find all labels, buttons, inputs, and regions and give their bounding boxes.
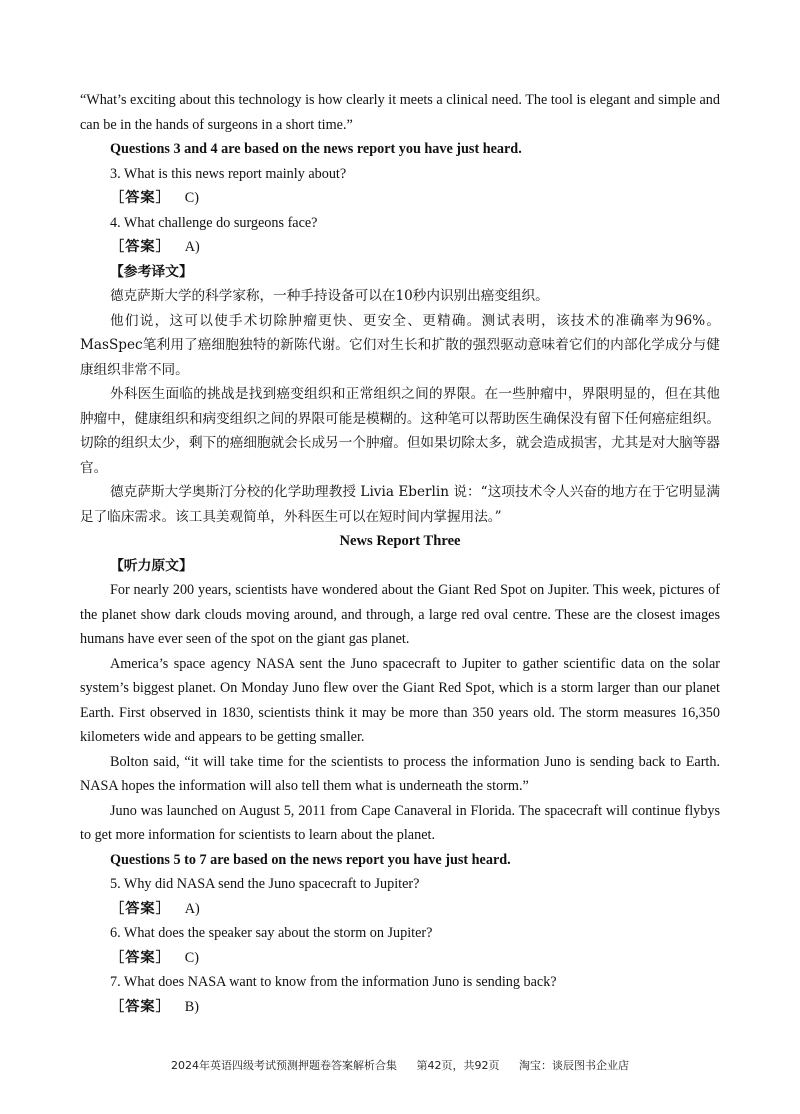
answer-value: C) xyxy=(184,949,199,966)
transcript-label: 【听力原文】 xyxy=(110,557,193,574)
answer-6 xyxy=(80,946,720,971)
question-4: 4. What challenge do surgeons face? xyxy=(110,214,318,231)
answer-value: C) xyxy=(184,190,199,206)
translation-paragraph: 德克萨斯大学的科学家称，一种手持设备可以在10秒内识别出癌变组织。 xyxy=(110,288,549,304)
questions-5-7-heading: Questions 5 to 7 are based on the news report you have just heard. xyxy=(110,851,511,868)
question-7: 7. What does NASA want to know from the information Juno is sending back? xyxy=(110,974,557,990)
answer-5 xyxy=(80,897,720,922)
question-6: 6. What does the speaker say about the storm on Jupiter? xyxy=(110,925,433,941)
question-3: 3. What is this news report mainly about? xyxy=(110,165,347,182)
footer-book-title: 2024年英语四级考试预测押题卷答案解析合集 xyxy=(171,1059,397,1072)
answer-7 xyxy=(80,995,720,1020)
questions-3-4-heading: Questions 3 and 4 are based on the news report you have just heard. xyxy=(110,141,522,157)
quote-paragraph: “What’s exciting about this technology is how clearly it meets a clinical need. The tool is elegant and simple and can be in the hands of surgeons in a short time.” xyxy=(80,92,720,133)
answer-label: ［答案］ xyxy=(110,900,171,917)
translation-paragraph: 外科医生面临的挑战是找到癌变组织和正常组织之间的界限。在一些肿瘤中，界限明显的，但在其他肿瘤中，健康组织和病变组织之间的界限可能是模糊的。这种笔可以帮助医生确保没有留下任何癌症组织。切除的组织太少，剩下的癌细胞就会长成另一个肿瘤。但如果切除太多，就会造成损害，尤其是对大脑等器官。 xyxy=(80,386,720,476)
answer-4 xyxy=(80,235,720,260)
answer-value: A) xyxy=(184,239,200,255)
document-body xyxy=(80,88,720,1019)
footer-page-number: 第42页，共92页 xyxy=(416,1059,500,1072)
transcript-paragraph: America’s space agency NASA sent the Juno spacecraft to Jupiter to gather scientific data on the solar system’s biggest planet. On Monday Juno flew over the Giant Red Spot, which is a storm larger than our planet Earth. First observed in 1830, scientists think it may be more than 350 years old. The storm measures 16,350 kilometers wide and appears to be getting smaller. xyxy=(80,655,720,745)
answer-value: A) xyxy=(184,900,200,917)
answer-label: ［答案］ xyxy=(110,190,171,206)
translation-paragraph: 他们说，这可以使手术切除肿瘤更快、更安全、更精确。测试表明，该技术的准确率为96%。MasSpec笔利用了癌细胞独特的新陈代谢。它们对生长和扩散的强烈驱动意味着它们的内部化学成分与健康组织非常不同。 xyxy=(80,312,720,378)
transcript-paragraph: Bolton said, “it will take time for the scientists to process the information Juno is sending back to Earth. NASA hopes the information will also tell them what is underneath the storm.” xyxy=(80,753,720,794)
answer-value: B) xyxy=(184,998,199,1015)
translation-paragraph: 德克萨斯大学奥斯汀分校的化学助理教授 Livia Eberlin 说：“这项技术令人兴奋的地方在于它明显满足了临床需求。该工具美观简单，外科医生可以在短时间内掌握用法。” xyxy=(80,484,720,525)
transcript-paragraph: For nearly 200 years, scientists have wondered about the Giant Red Spot on Jupiter. This week, pictures of the planet show dark clouds moving around, and through, a large red oval centre. These are the closest images humans have ever seen of the spot on the giant gas planet. xyxy=(80,582,720,647)
answer-label: ［答案］ xyxy=(110,949,171,966)
footer-shop: 淘宝：谈辰图书企业店 xyxy=(519,1059,629,1072)
answer-label: ［答案］ xyxy=(110,998,171,1015)
news-report-three-title: News Report Three xyxy=(339,533,461,549)
question-5: 5. Why did NASA send the Juno spacecraft to Jupiter? xyxy=(110,876,420,892)
page-footer xyxy=(0,1057,800,1073)
answer-3 xyxy=(80,186,720,211)
transcript-paragraph: Juno was launched on August 5, 2011 from Cape Canaveral in Florida. The spacecraft will continue flybys to get more information for scientists to learn about the planet. xyxy=(80,802,720,843)
translation-label: 【参考译文】 xyxy=(110,263,193,280)
answer-label: ［答案］ xyxy=(110,239,171,255)
